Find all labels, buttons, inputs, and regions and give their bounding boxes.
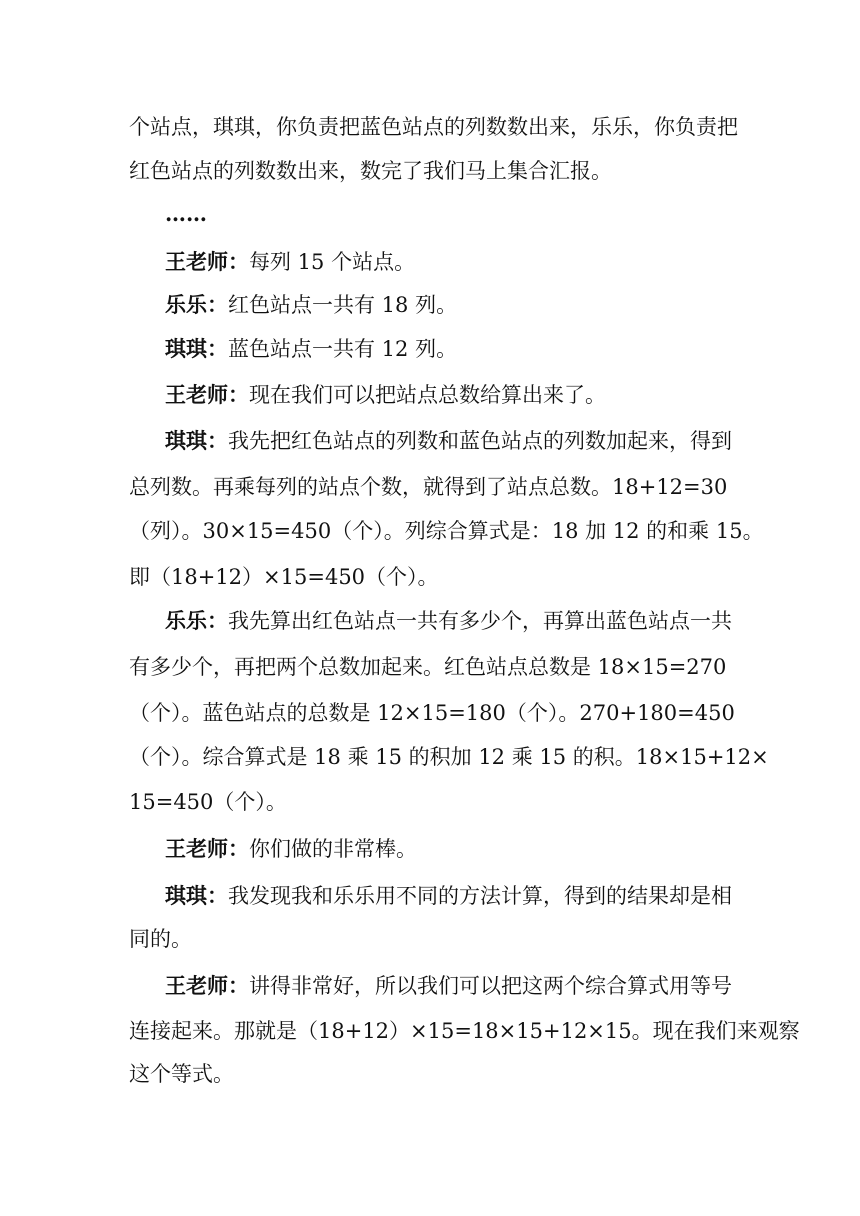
speaker-label: 王老师： — [165, 973, 249, 998]
speaker-label: 琪琪： — [165, 336, 228, 361]
text-line — [0, 561, 860, 593]
dialogue-line — [0, 333, 860, 365]
text-line — [0, 111, 860, 143]
speaker-label: 琪琪： — [165, 883, 228, 908]
line-text: 即（18+12）×15=450（个）。 — [129, 565, 439, 589]
text-line — [0, 1015, 860, 1047]
line-text: 我发现我和乐乐用不同的方法计算，得到的结果却是相 — [228, 884, 732, 908]
line-text: 我先算出红色站点一共有多少个，再算出蓝色站点一共 — [228, 609, 732, 633]
line-text: 个站点，琪琪，你负责把蓝色站点的列数数出来，乐乐，你负责把 — [129, 115, 738, 139]
line-text: 我先把红色站点的列数和蓝色站点的列数加起来，得到 — [228, 429, 732, 453]
line-text: 总列数。再乘每列的站点个数，就得到了站点总数。18+12=30 — [129, 475, 728, 499]
line-text: 现在我们可以把站点总数给算出来了。 — [249, 383, 606, 407]
text-line — [0, 1058, 860, 1090]
line-text: 讲得非常好，所以我们可以把这两个综合算式用等号 — [249, 974, 732, 998]
text-line — [0, 471, 860, 503]
speaker-label: 王老师： — [165, 382, 249, 407]
text-line — [0, 741, 860, 773]
text-line — [0, 786, 860, 818]
line-text: 同的。 — [129, 927, 192, 951]
line-text: 蓝色站点一共有 12 列。 — [228, 337, 458, 361]
dialogue-line — [0, 246, 860, 278]
line-text: （个）。蓝色站点的总数是 12×15=180（个）。270+180=450 — [129, 701, 735, 725]
ellipsis: …… — [165, 201, 207, 226]
text-line — [0, 515, 860, 547]
line-text: 你们做的非常棒。 — [249, 837, 417, 861]
line-text: （个）。综合算式是 18 乘 15 的积加 12 乘 15 的积。18×15+12× — [129, 745, 769, 769]
dialogue-line — [0, 880, 860, 912]
dialogue-line — [0, 833, 860, 865]
dialogue-line — [0, 970, 860, 1002]
line-text: 这个等式。 — [129, 1062, 234, 1086]
line-text: （列）。30×15=450（个）。列综合算式是：18 加 12 的和乘 15。 — [129, 519, 764, 543]
speaker-label: 王老师： — [165, 249, 249, 274]
speaker-label: 琪琪： — [165, 428, 228, 453]
dialogue-line — [0, 605, 860, 637]
text-line — [0, 923, 860, 955]
line-text: 红色站点一共有 18 列。 — [228, 293, 458, 317]
dialogue-line — [0, 289, 860, 321]
speaker-label: 乐乐： — [165, 608, 228, 633]
ellipsis-line — [0, 198, 860, 230]
dialogue-line — [0, 379, 860, 411]
text-line — [0, 155, 860, 187]
line-text: 每列 15 个站点。 — [249, 250, 416, 274]
text-line — [0, 651, 860, 683]
line-text: 有多少个，再把两个总数加起来。红色站点总数是 18×15=270 — [129, 655, 727, 679]
text-line — [0, 697, 860, 729]
line-text: 15=450（个）。 — [129, 790, 287, 814]
dialogue-line — [0, 425, 860, 457]
line-text: 红色站点的列数数出来，数完了我们马上集合汇报。 — [129, 159, 612, 183]
speaker-label: 乐乐： — [165, 292, 228, 317]
line-text: 连接起来。那就是（18+12）×15=18×15+12×15。现在我们来观察 — [129, 1019, 800, 1043]
speaker-label: 王老师： — [165, 836, 249, 861]
